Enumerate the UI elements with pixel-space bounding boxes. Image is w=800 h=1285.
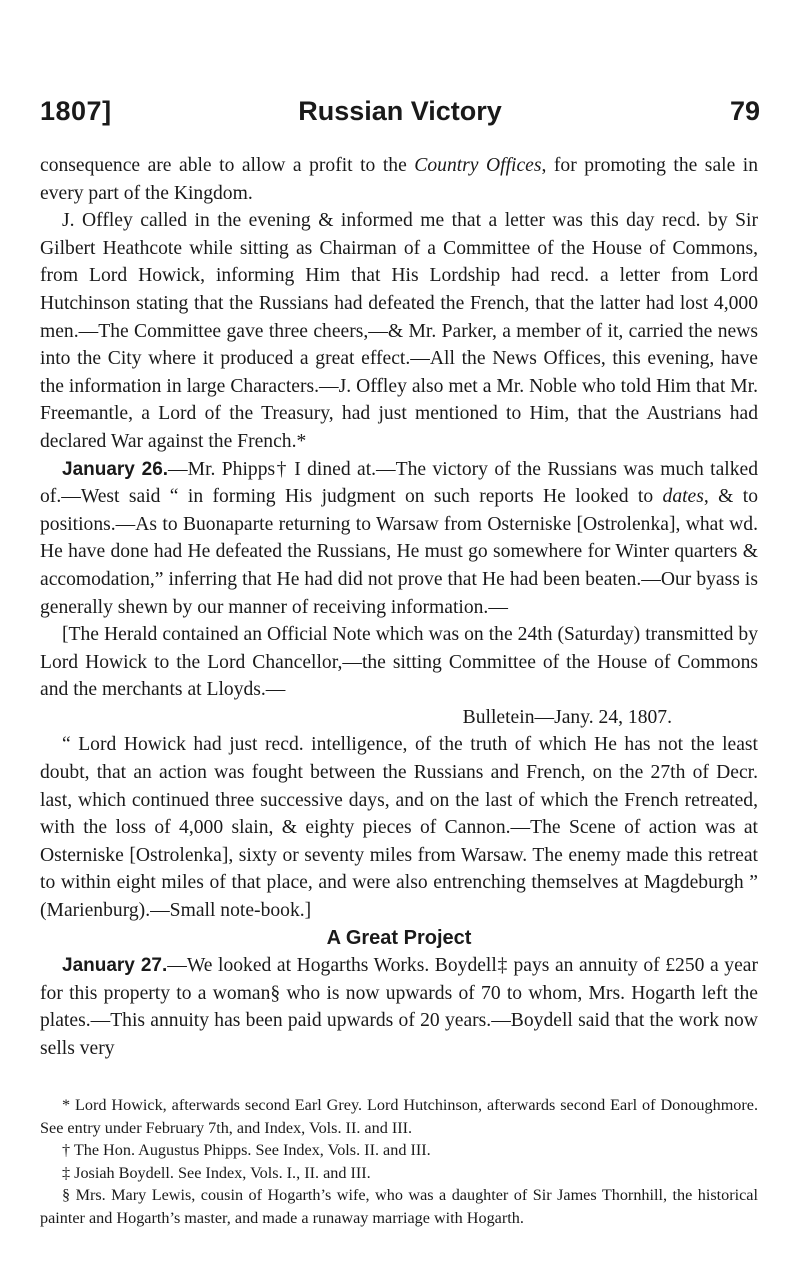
footnote: † The Hon. Augustus Phipps. See Index, Vols. II. and III. <box>62 1141 431 1160</box>
text-run: , for promoting the sale in every part of the Kingdom. <box>40 155 759 204</box>
paragraph-bulletin-quote: “ Lord Howick had just recd. intelligence, of the truth of which He has not the least doubt, that an action was fought between the Russians and French, on the 27th of Decr. last, which continued three successive days, and on the last of which the French retreated, with the loss of 4,000 slain, & eighty pieces of Cannon.—The Scene of action was at Osterniske [Ostrolenka], sixty or seventy miles from Warsaw. The enemy made this retreat to within eight miles of that place, and were also entrenching themselves at Magdeburgh ” (Marienburg).—Small note-book.] <box>40 734 758 922</box>
paragraph-continuation <box>40 152 758 207</box>
text-run: —We looked at Hogarths Works. Boydell‡ pays an annuity of £250 a year for this property to a woman§ who is now upwards of 70 to whom, Mrs. Hogarth left the plates.—This annuity has been paid upwards of 20 years.—Boydell said that the work now sells very <box>40 955 758 1059</box>
paragraph-herald: [The Herald contained an Official Note which was on the 24th (Saturday) transmitted by Lord Howick to the Lord Chancellor,—the sitting Committee of the House of Commons and the merchants at Lloyds.— <box>40 624 758 701</box>
italic-text: dates <box>662 486 704 508</box>
page-title: Russian Victory <box>298 96 502 126</box>
page-number: 79 <box>729 96 760 126</box>
footnote: ‡ Josiah Boydell. See Index, Vols. I., II. and III. <box>62 1163 371 1182</box>
entry-date: January 26. <box>62 458 169 480</box>
text-run: —Mr. Phipps† I dined at.—The victory of the Russians was much talked of.—West said “ in forming His judgment on such reports He looked to <box>40 458 758 508</box>
entry-date: January 27. <box>62 955 168 977</box>
italic-text: Country Offices <box>414 155 542 176</box>
running-header <box>40 96 760 136</box>
bulletin-dateline: Bulletein—Jany. 24, 1807. <box>462 706 672 728</box>
section-heading: A Great Project <box>326 926 472 949</box>
footnote: § Mrs. Mary Lewis, cousin of Hogarth’s wife, who was a daughter of Sir James Thornhill, the historical painter and Hogarth’s master, and made a runaway marriage with Hogarth. <box>40 1186 758 1227</box>
main-text <box>40 152 758 1063</box>
text-run: , & to positions.—As to Buonaparte returning to Warsaw from Osterniske [Ostrolenka], what wd. He have done had He defeated the Russians, He must go somewhere for Winter quarters & accomodation,” inferring that He had did not prove that He had been beaten.—Our byass is generally shewn by our manner of receiving information.— <box>40 486 758 618</box>
paragraph-jan-26 <box>40 456 758 622</box>
paragraph-jan-27 <box>40 952 758 1062</box>
paragraph-offley: J. Offley called in the evening & informed me that a letter was this day recd. by Sir Gilbert Heathcote while sitting as Chairman of a Committee of the House of Commons, from Lord Howick, informing Him that His Lordship had recd. a letter from Lord Hutchinson stating that the Russians had defeated the French, that the latter had lost 4,000 men.—The Committee gave three cheers,—& Mr. Parker, a member of it, carried the news into the City where it produced a great effect.—All the News Offices, this evening, have the information in large Characters.—J. Offley also met a Mr. Noble who told Him that Mr. Freemantle, a Lord of the Treasury, had just mentioned to Him, that the Austrians had declared War against the French.* <box>40 210 758 452</box>
header-year: 1807] <box>40 96 112 126</box>
footnotes <box>40 1094 758 1230</box>
footnote: * Lord Howick, afterwards second Earl Grey. Lord Hutchinson, afterwards second Earl of Donoughmore. See entry under February 7th, and Index, Vols. II. and III. <box>40 1096 758 1137</box>
text-run: consequence are able to allow a profit to the <box>40 155 415 176</box>
